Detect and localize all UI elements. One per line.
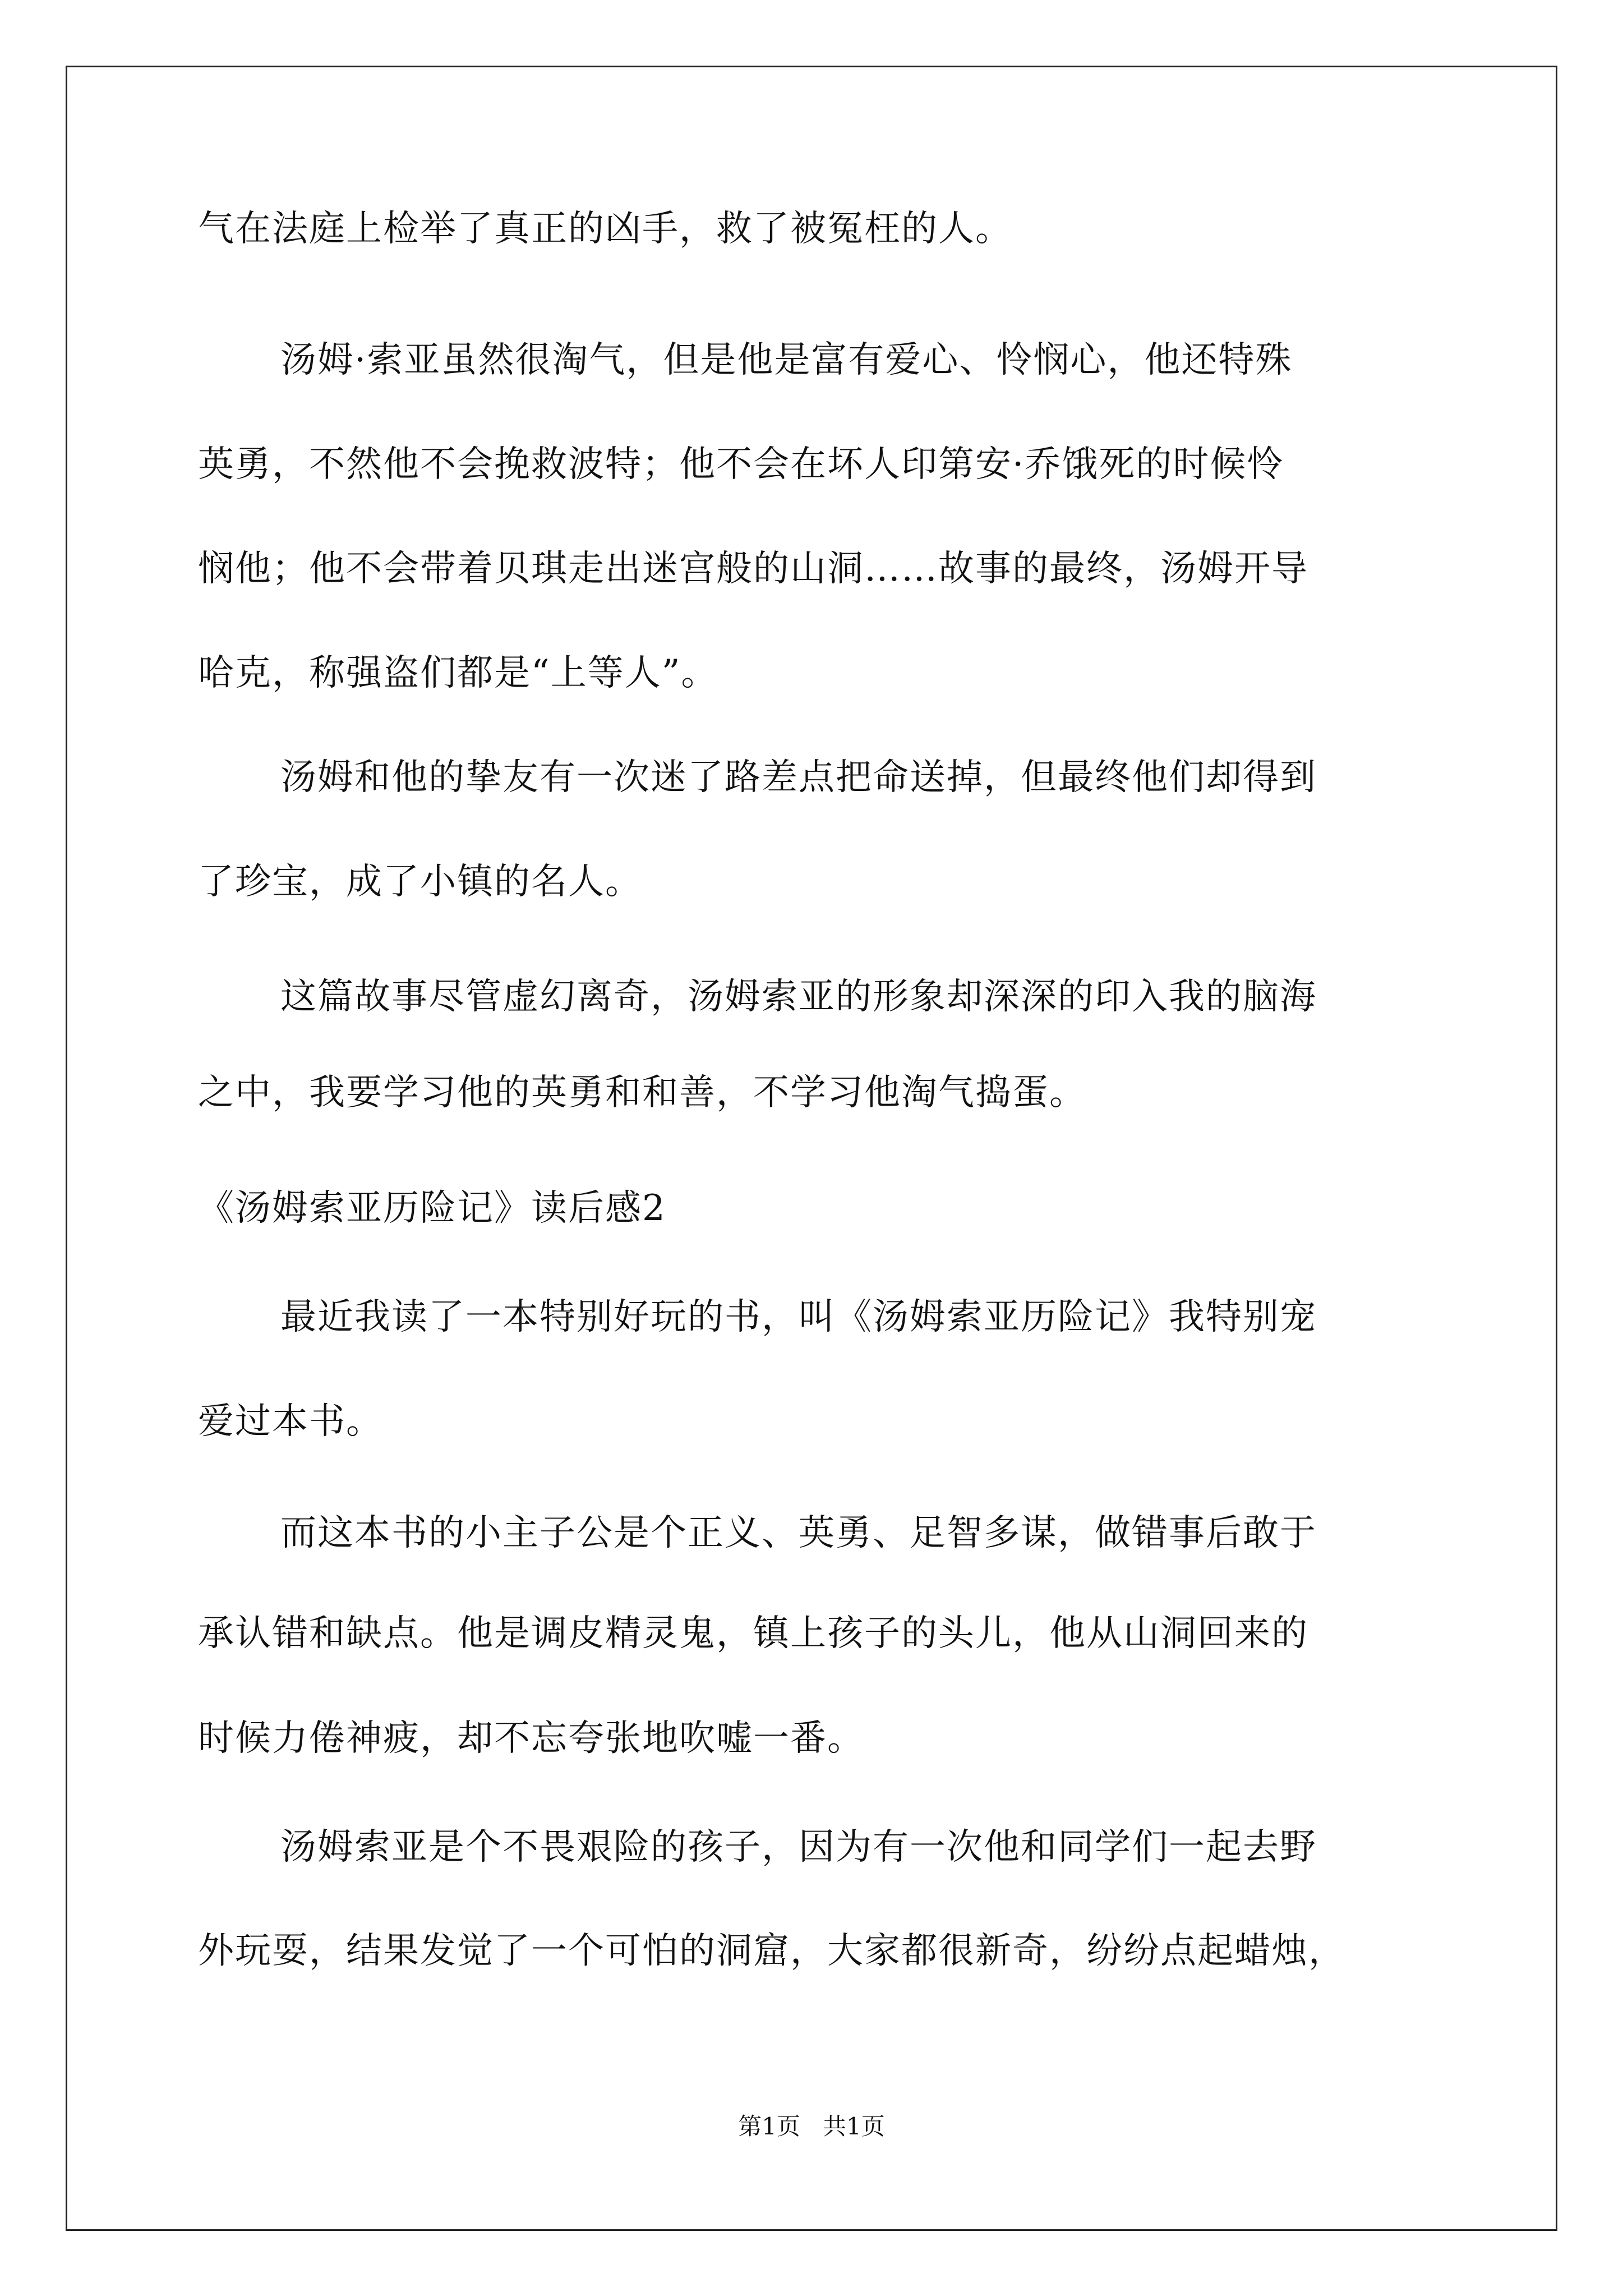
body-line: 承认错和缺点。他是调皮精灵鬼，镇上孩子的头儿，他从山洞回来的 <box>198 1613 1308 1654</box>
body-line: 了珍宝，成了小镇的名人。 <box>198 861 642 903</box>
page-number: 第1页 <box>738 2113 800 2140</box>
page-total: 共1页 <box>823 2113 885 2140</box>
body-line: 气在法庭上检举了真正的凶手，救了被冤枉的人。 <box>198 208 1012 250</box>
paragraph-start-line: 汤姆和他的挚友有一次迷了路差点把命送掉，但最终他们却得到 <box>280 757 1317 798</box>
body-line: 哈克，称强盗们都是“上等人”。 <box>198 652 718 694</box>
paragraph-start-line: 最近我读了一本特别好玩的书，叫《汤姆索亚历险记》我特别宠 <box>280 1296 1317 1338</box>
body-line: 之中，我要学习他的英勇和和善，不学习他淘气捣蛋。 <box>198 1072 1086 1114</box>
body-line: 时候力倦神疲，却不忘夸张地吹嘘一番。 <box>198 1718 864 1759</box>
section-heading: 《汤姆索亚历险记》读后感2 <box>198 1188 666 1229</box>
paragraph-start-line: 汤姆索亚是个不畏艰险的孩子，因为有一次他和同学们一起去野 <box>280 1826 1317 1868</box>
page-border <box>66 66 1557 2231</box>
paragraph-start-line: 这篇故事尽管虚幻离奇，汤姆索亚的形象却深深的印入我的脑海 <box>280 976 1317 1018</box>
body-line: 外玩耍，结果发觉了一个可怕的洞窟，大家都很新奇，纷纷点起蜡烛， <box>198 1930 1345 1972</box>
paragraph-start-line: 汤姆·索亚虽然很淘气，但是他是富有爱心、怜悯心，他还特殊 <box>280 339 1293 381</box>
body-line: 英勇，不然他不会挽救波特；他不会在坏人印第安·乔饿死的时候怜 <box>198 444 1284 485</box>
page-footer <box>0 2111 1623 2142</box>
body-line: 爱过本书。 <box>198 1401 383 1442</box>
paragraph-start-line: 而这本书的小主子公是个正义、英勇、足智多谋，做错事后敢于 <box>280 1512 1317 1554</box>
body-line: 悯他；他不会带着贝琪走出迷宫般的山洞……故事的最终，汤姆开导 <box>198 548 1308 590</box>
